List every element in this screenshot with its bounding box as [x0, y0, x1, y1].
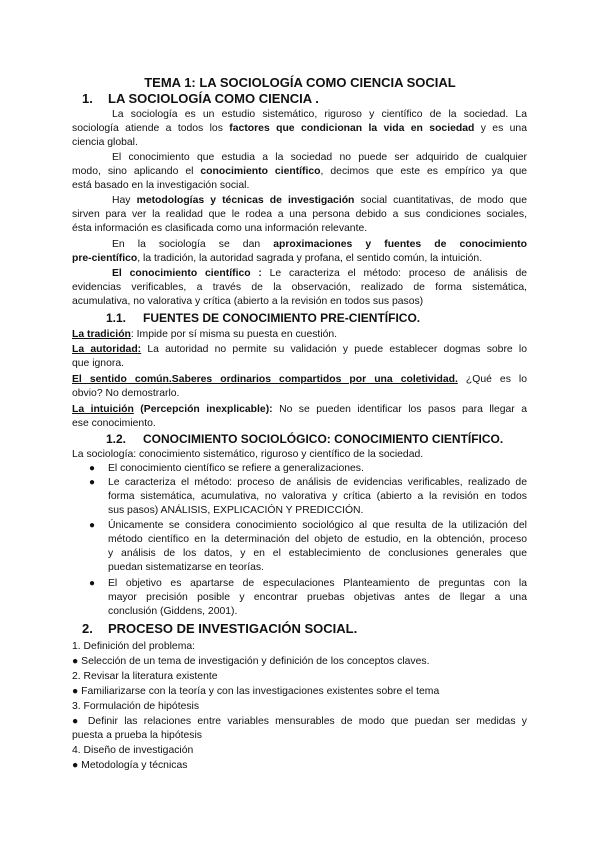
bullet-2-line-3: sus pasos) ANÁLISIS, EXPLICACIÓN Y PREDICCIÓN.: [108, 505, 364, 516]
step-4: 4. Diseño de investigación: [72, 745, 194, 756]
step-4-detail: ● Metodología y técnicas: [72, 760, 188, 771]
p1-line-2: sociología atiende a todos los factores que condicionan la vida en sociedad y es una: [72, 123, 527, 134]
section-1-number: 1.: [82, 91, 93, 106]
p3-line-3: ésta información es clasificada como una información relevante.: [72, 223, 368, 234]
section-1-2-title: CONOCIMIENTO SOCIOLÓGICO: CONOCIMIENTO CIENTÍFICO.: [143, 432, 504, 446]
p2-line-2: modo, sino aplicando el conocimiento científico, decimos que este es empírico ya que: [72, 166, 528, 177]
section-2-title: PROCESO DE INVESTIGACIÓN SOCIAL.: [108, 621, 358, 636]
p4-line-1: En la sociología se dan aproximaciones y fuentes de conocimiento: [112, 239, 527, 250]
p5-line-1: El conocimiento científico : Le caracteriza el método: proceso de análisis de: [112, 268, 527, 279]
p5-line-3: acumulativa, no valorativa y crítica (abierto a la revisión en todos sus pasos): [72, 296, 424, 307]
p1-line-1: La sociología es un estudio sistemático, riguroso y científico de la sociedad. La: [112, 109, 527, 120]
section-1-2-intro: La sociología: conocimiento sistemático, riguroso y científico de la sociedad.: [72, 449, 424, 460]
document-title: TEMA 1: LA SOCIOLOGÍA COMO CIENCIA SOCIAL: [144, 75, 456, 90]
p3-line-2: sirven para ver la realidad que le rodea a una persona debido a sus condiciones sociales,: [72, 209, 527, 220]
section-1-1-title: FUENTES DE CONOCIMIENTO PRE-CIENTÍFICO.: [143, 311, 421, 325]
bullet-icon: ●: [89, 520, 96, 531]
p4-line-2: pre-científico, la tradición, la autoridad sagrada y profana, el sentido común, la intuición.: [72, 253, 483, 264]
p5-line-2: evidencias verificables, a través de la observación, realizado de forma sistemática,: [72, 282, 527, 293]
bullet-4-line-2: mayor precisión posible y encontrar pruebas objetivas antes de llegar a una: [108, 592, 527, 603]
bullet-icon: ●: [89, 477, 96, 488]
p1-line-3: ciencia global.: [72, 137, 138, 148]
bullet-2-line-1: Le caracteriza el método: proceso de análisis de evidencias verificables, realizado de: [108, 477, 527, 488]
step-1-detail: ● Selección de un tema de investigación y definición de los conceptos claves.: [72, 656, 430, 667]
bullet-4-line-1: El objetivo es apartarse de especulaciones Planteamiento de preguntas con la: [108, 578, 527, 589]
step-1: 1. Definición del problema:: [72, 641, 196, 652]
fuente-intuicion: La intuición (Percepción inexplicable): No se pueden identificar los pasos para llegar a: [72, 404, 527, 415]
section-1-2-number: 1.2.: [106, 432, 127, 446]
fuente-intuicion-cont: ese conocimiento.: [72, 418, 156, 429]
p3-line-1: Hay metodologías y técnicas de investigación social cuantitativas, de modo que: [112, 195, 527, 206]
section-1-title: LA SOCIOLOGÍA COMO CIENCIA .: [108, 91, 319, 106]
bullet-1: El conocimiento científico se refiere a generalizaciones.: [108, 463, 364, 474]
fuente-sentido-comun-cont: obvio? No demostrarlo.: [72, 388, 180, 399]
fuente-tradicion: La tradición: Impide por sí misma su puesta en cuestión.: [72, 329, 338, 340]
bullet-icon: ●: [89, 463, 96, 474]
step-3: 3. Formulación de hipótesis: [72, 701, 200, 712]
step-2-detail: ● Familiarizarse con la teoría y con las investigaciones existentes sobre el tema: [72, 686, 440, 697]
bullet-4-line-3: conclusión (Giddens, 2001).: [108, 606, 238, 617]
p2-line-3: está basado en la investigación social.: [72, 180, 250, 191]
fuente-sentido-comun: El sentido común.Saberes ordinarios compartidos por una coletividad. ¿Qué es lo: [72, 374, 528, 385]
bullet-2-line-2: forma sistemática, acumulativa, no valorativa y crítica (abierto a la revisión en todos: [108, 491, 527, 502]
bullet-icon: ●: [89, 578, 96, 589]
section-2-number: 2.: [82, 621, 93, 636]
step-3-detail-line-2: puesta a prueba la hipótesis: [72, 730, 202, 741]
bullet-3-line-1: Únicamente se considera conocimiento sociológico al que resulta de la utilización del: [108, 520, 527, 531]
p2-line-1: El conocimiento que estudia a la sociedad no puede ser adquirido de cualquier: [112, 152, 527, 163]
step-2: 2. Revisar la literatura existente: [72, 671, 218, 682]
fuente-autoridad-cont: que ignora.: [72, 358, 124, 369]
bullet-3-line-2: método científico en la determinación del objeto de estudio, en la obtención, proceso: [108, 534, 527, 545]
section-1-1-number: 1.1.: [106, 311, 127, 325]
step-3-detail-line-1: ● Definir las relaciones entre variables mensurables de modo que puedan ser medidas y: [72, 716, 527, 727]
bullet-3-line-3: y análisis de los datos, y en el establecimiento de conclusiones generales que: [108, 548, 527, 559]
bullet-3-line-4: puedan sistematizarse en teorías.: [108, 562, 264, 573]
fuente-autoridad: La autoridad: La autoridad no permite su validación y puede establecer dogmas sobre lo: [72, 344, 527, 355]
